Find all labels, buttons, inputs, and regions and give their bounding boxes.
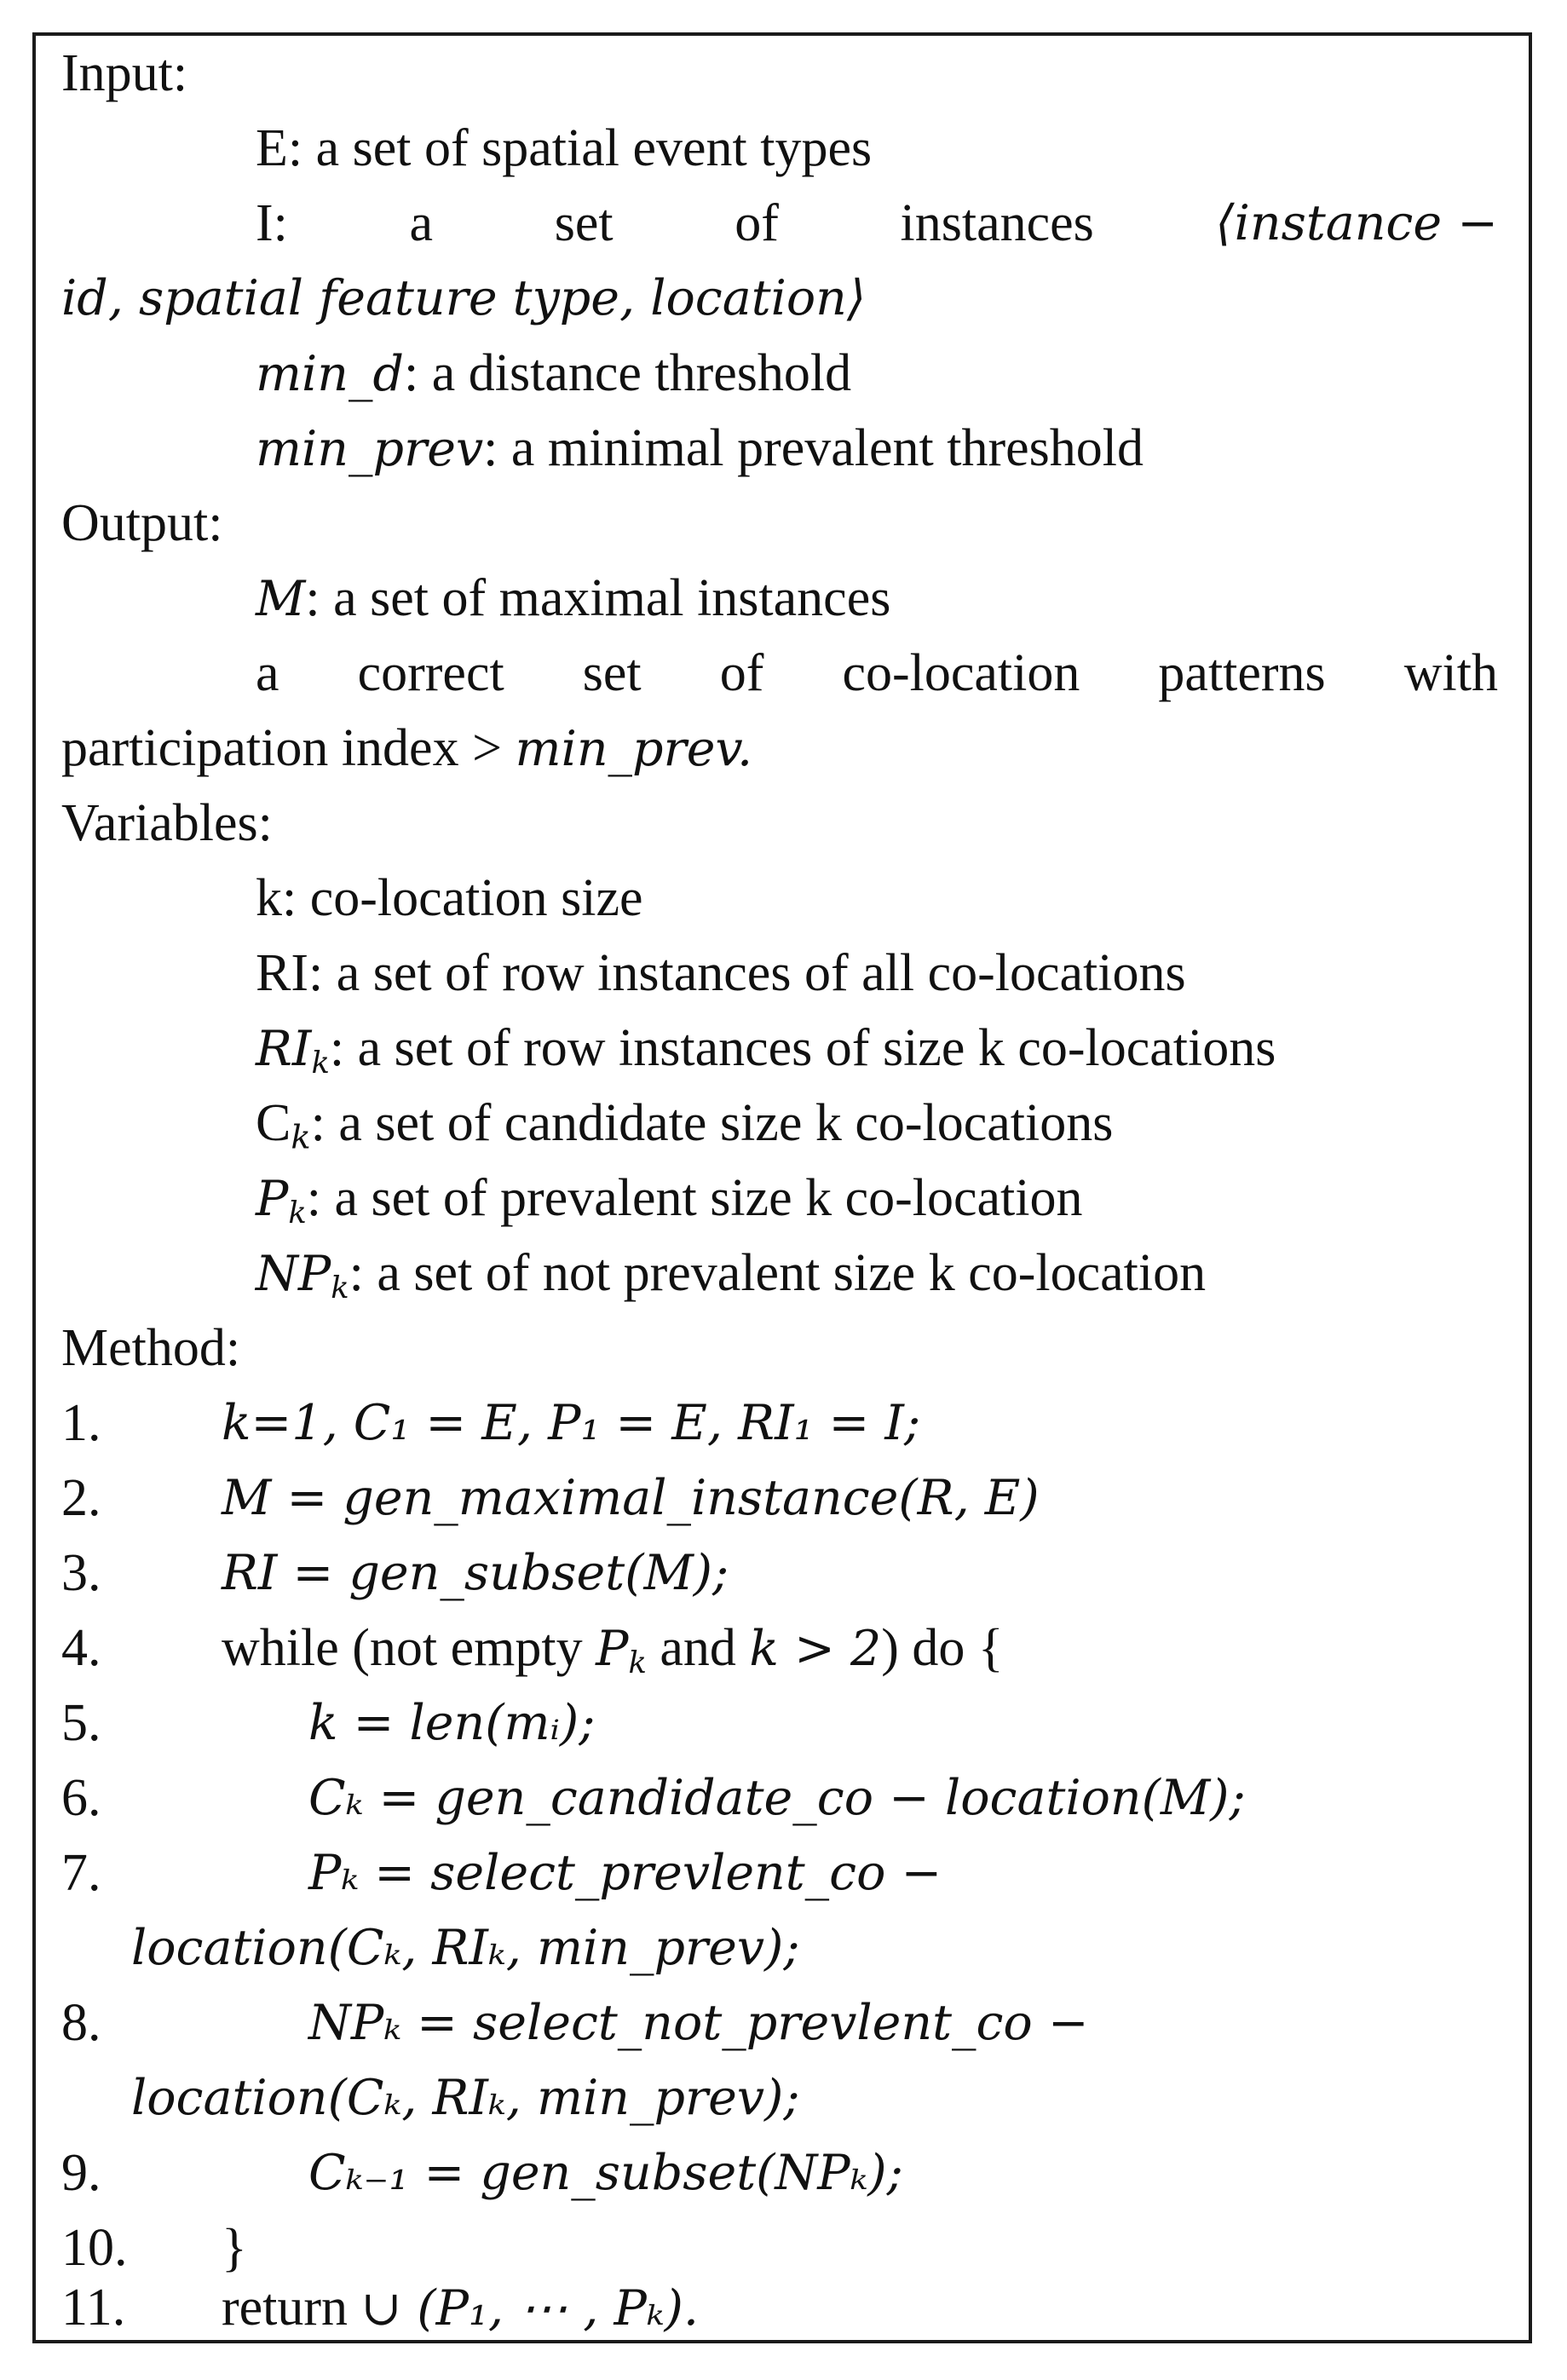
method-step-8 (36, 1985, 1529, 2060)
participation-text: participation index > (61, 719, 516, 777)
step-number: 8. (61, 1994, 101, 2052)
pk-variable: $P_k$ (256, 1171, 307, 1230)
step-number: 9. (61, 2144, 101, 2202)
method-step-8-continued: location(Cₖ, RIₖ, min_prev); (131, 2070, 800, 2126)
m-variable: M (256, 571, 306, 627)
npk-description: : a set of not prevalent size k co-location (349, 1244, 1207, 1302)
method-step-6 (36, 1761, 1529, 1835)
method-step-7 (36, 1835, 1529, 1910)
method-step-2 (36, 1461, 1529, 1536)
output-word: with (1403, 644, 1498, 702)
participation-math: min_prev. (515, 721, 753, 777)
step-code: RI = gen_subset(M); (222, 1545, 729, 1601)
method-step-5 (36, 1686, 1529, 1761)
step-number: 10. (61, 2219, 128, 2277)
output-participation (61, 711, 1529, 786)
step-code: Cₖ₋₁ = gen_subset(NPₖ); (308, 2145, 903, 2201)
step-number: 7. (61, 1844, 101, 1902)
output-word: set (582, 644, 642, 702)
step-number: 11. (61, 2279, 126, 2337)
input-i-word: I: (256, 194, 288, 252)
step-code: Cₖ = gen_candidate_co − location(M); (308, 1770, 1246, 1826)
method-step-7-continued: location(Cₖ, RIₖ, min_prev); (131, 1920, 800, 1976)
input-i-math-continued: id, spatial feature type, location⟩ (61, 270, 867, 326)
ck-variable: $C_k$ (256, 1094, 311, 1157)
step-code: k = len(mᵢ); (308, 1695, 596, 1751)
variable-pk (256, 1161, 1529, 1236)
step-number: 6. (61, 1769, 101, 1827)
variable-ck (256, 1086, 1529, 1161)
method-step-11 (36, 2270, 1529, 2345)
output-patterns-line (256, 636, 1498, 711)
output-word: of (719, 644, 764, 702)
variable-npk (256, 1236, 1529, 1311)
input-i-word: instances (900, 194, 1094, 252)
output-word: a (256, 644, 279, 702)
output-word: patterns (1158, 644, 1326, 702)
m-description: : a set of maximal instances (305, 569, 891, 627)
variable-rik (256, 1011, 1529, 1086)
rik-variable: $RI_k$ (256, 1021, 330, 1081)
variable-ri: RI: a set of row instances of all co-locations (256, 944, 1186, 1002)
input-min-d (256, 336, 1529, 411)
input-i-word: of (735, 194, 779, 252)
output-heading: Output: (61, 494, 223, 552)
method-step-4 (36, 1611, 1529, 1686)
npk-variable: $NP_k$ (256, 1246, 349, 1305)
step-code: return ∪ (P₁, ⋯ , Pₖ). (222, 2279, 699, 2337)
ck-description: : a set of candidate size k co-locations (310, 1094, 1114, 1152)
step-code: } (222, 2219, 247, 2277)
min-d-description: : a distance threshold (403, 344, 852, 402)
method-step-3 (36, 1536, 1529, 1611)
step-code: Pₖ = select_prevlent_co − (308, 1845, 942, 1901)
min-d-variable: min_d (256, 346, 404, 402)
input-e: E: a set of spatial event types (256, 119, 873, 177)
variables-heading: Variables: (61, 794, 273, 852)
step-number: 4. (61, 1619, 101, 1677)
output-word: correct (357, 644, 504, 702)
method-step-1 (36, 1386, 1529, 1461)
output-m (256, 561, 1529, 636)
method-step-9 (36, 2135, 1529, 2210)
input-heading: Input: (61, 44, 188, 102)
method-heading: Method: (61, 1319, 241, 1377)
step-number: 5. (61, 1694, 101, 1752)
step-code: M = gen_maximal_instance(R, E) (222, 1470, 1040, 1526)
variable-k: k: co-location size (256, 869, 643, 927)
input-i-line (256, 186, 1498, 261)
step-code: NPₖ = select_not_prevlent_co − (308, 1995, 1089, 2051)
step-number: 3. (61, 1544, 101, 1602)
input-min-prev (256, 411, 1529, 486)
input-i-word: a (409, 194, 434, 252)
output-word: co-location (842, 644, 1080, 702)
step-number: 2. (61, 1469, 101, 1527)
min-prev-variable: min_prev (256, 421, 484, 477)
algorithm-box (32, 32, 1532, 2343)
pk-description: : a set of prevalent size k co-location (306, 1169, 1083, 1227)
step-code: k=1, C₁ = E, P₁ = E, RI₁ = I; (222, 1395, 921, 1451)
input-i-word: set (554, 194, 614, 252)
step-code: while (not empty $P_k$ and k > 2) do { (222, 1619, 1004, 1680)
step-number: 1. (61, 1394, 101, 1452)
rik-description: : a set of row instances of size k co-locations (329, 1019, 1276, 1077)
min-prev-description: : a minimal prevalent threshold (483, 419, 1144, 477)
input-i-math: ⟨instance − (1215, 195, 1498, 251)
